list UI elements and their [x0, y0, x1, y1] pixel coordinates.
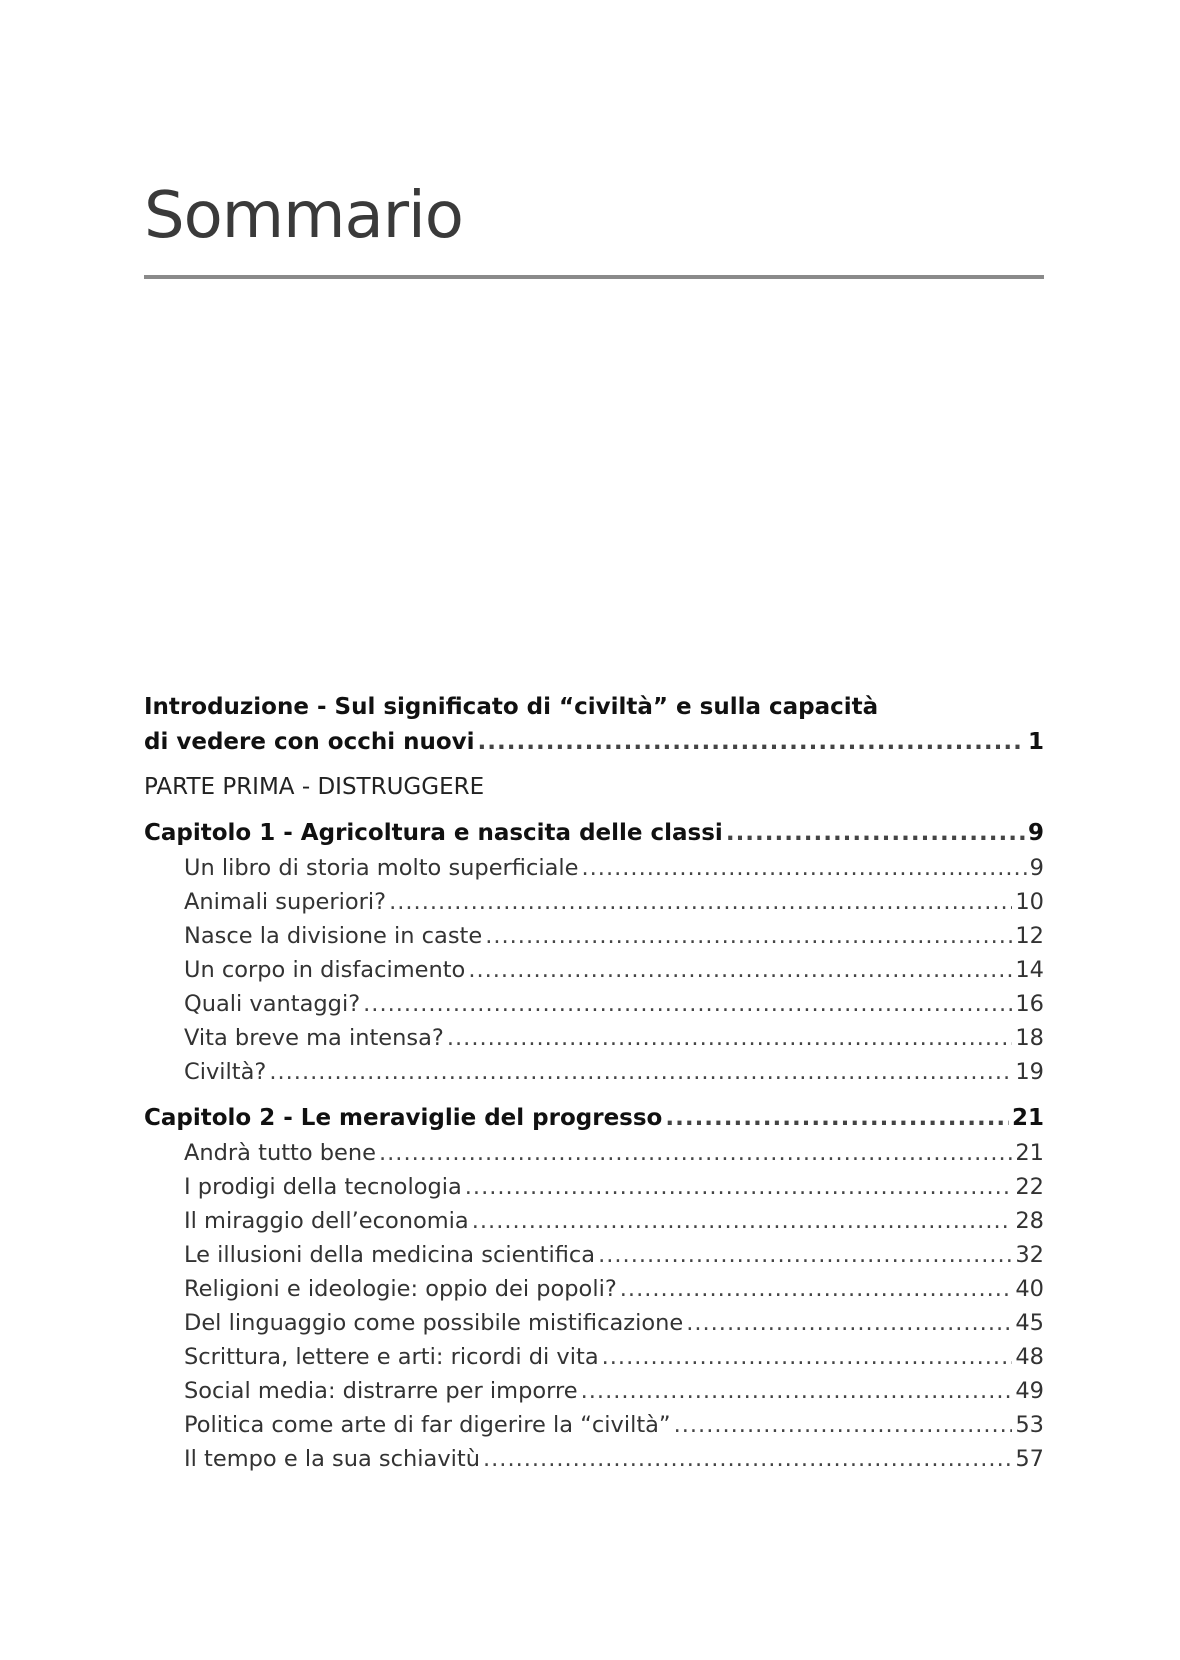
intro-title-line1[interactable]: Introduzione - Sul significato di “civiltà” e sulla capacità — [144, 694, 879, 720]
page-title: Sommario — [144, 179, 463, 253]
section-title: Nasce la divisione in caste — [184, 923, 483, 949]
section-entry[interactable] — [184, 919, 1044, 953]
dot-leader — [665, 1101, 1009, 1135]
dot-leader — [582, 851, 1027, 885]
page-number: 45 — [1015, 1310, 1044, 1336]
dot-leader — [686, 1306, 1012, 1340]
section-entry[interactable] — [184, 1204, 1044, 1238]
section-entry[interactable] — [184, 1238, 1044, 1272]
section-entry[interactable] — [184, 885, 1044, 919]
section-title: Il miraggio dell’economia — [184, 1208, 469, 1234]
intro-entry[interactable] — [144, 725, 1044, 759]
section-title: Religioni e ideologie: oppio dei popoli? — [184, 1276, 617, 1302]
section-entry[interactable] — [184, 1170, 1044, 1204]
page-number: 57 — [1015, 1446, 1044, 1472]
page-number: 21 — [1011, 1105, 1044, 1131]
dot-leader — [363, 987, 1012, 1021]
section-title: Le illusioni della medicina scientifica — [184, 1242, 596, 1268]
dot-leader — [483, 1442, 1012, 1476]
section-entry[interactable] — [184, 1442, 1044, 1476]
section-title: Quali vantaggi? — [184, 991, 361, 1017]
dot-leader — [269, 1055, 1012, 1089]
chapter-title: Capitolo 1 - Agricoltura e nascita delle classi — [144, 820, 723, 846]
page-number: 32 — [1015, 1242, 1044, 1268]
page-number: 53 — [1015, 1412, 1044, 1438]
page-number: 19 — [1015, 1059, 1044, 1085]
section-title: Scrittura, lettere e arti: ricordi di vita — [184, 1344, 599, 1370]
section-entry[interactable] — [184, 851, 1044, 885]
section-title: Social media: distrarre per imporre — [184, 1378, 578, 1404]
page-number: 48 — [1015, 1344, 1044, 1370]
dot-leader — [468, 953, 1012, 987]
section-entry[interactable] — [184, 1055, 1044, 1089]
section-title: Andrà tutto bene — [184, 1140, 376, 1166]
chapter-entry[interactable] — [144, 1101, 1044, 1135]
dot-leader — [620, 1272, 1013, 1306]
page-number: 22 — [1015, 1174, 1044, 1200]
section-entry[interactable] — [184, 1340, 1044, 1374]
section-title: Un corpo in disfacimento — [184, 957, 466, 983]
chapter-entry[interactable] — [144, 816, 1044, 850]
section-entry[interactable] — [184, 1408, 1044, 1442]
section-entry[interactable] — [184, 987, 1044, 1021]
dot-leader — [447, 1021, 1013, 1055]
dot-leader — [581, 1374, 1013, 1408]
dot-leader — [598, 1238, 1012, 1272]
page-number: 18 — [1015, 1025, 1044, 1051]
dot-leader — [478, 725, 1025, 759]
title-divider — [144, 275, 1044, 279]
section-title: I prodigi della tecnologia — [184, 1174, 462, 1200]
dot-leader — [602, 1340, 1013, 1374]
dot-leader — [389, 885, 1012, 919]
dot-leader — [465, 1170, 1013, 1204]
page-number: 49 — [1015, 1378, 1044, 1404]
section-entry[interactable] — [184, 1306, 1044, 1340]
page-number: 9 — [1027, 820, 1044, 846]
dot-leader — [726, 816, 1025, 850]
dot-leader — [472, 1204, 1013, 1238]
chapter-title: Capitolo 2 - Le meraviglie del progresso — [144, 1105, 663, 1131]
section-title: Politica come arte di far digerire la “civiltà” — [184, 1412, 671, 1438]
page-number: 28 — [1015, 1208, 1044, 1234]
dot-leader — [379, 1136, 1012, 1170]
section-title: Animali superiori? — [184, 889, 387, 915]
page-number: 40 — [1015, 1276, 1044, 1302]
section-title: Del linguaggio come possibile mistificazione — [184, 1310, 684, 1336]
section-title: Civiltà? — [184, 1059, 267, 1085]
section-title: Un libro di storia molto superficiale — [184, 855, 579, 881]
page-number: 12 — [1015, 923, 1044, 949]
dot-leader — [485, 919, 1012, 953]
page-number: 1 — [1027, 729, 1044, 755]
part-heading: PARTE PRIMA - DISTRUGGERE — [144, 774, 485, 800]
dot-leader — [674, 1408, 1013, 1442]
section-entry[interactable] — [184, 953, 1044, 987]
page-number: 21 — [1015, 1140, 1044, 1166]
page-number: 16 — [1015, 991, 1044, 1017]
section-entry[interactable] — [184, 1021, 1044, 1055]
page-number: 9 — [1029, 855, 1044, 881]
section-entry[interactable] — [184, 1136, 1044, 1170]
page-number: 10 — [1015, 889, 1044, 915]
page-number: 14 — [1015, 957, 1044, 983]
section-entry[interactable] — [184, 1272, 1044, 1306]
section-entry[interactable] — [184, 1374, 1044, 1408]
section-title: Vita breve ma intensa? — [184, 1025, 444, 1051]
intro-title-line2: di vedere con occhi nuovi — [144, 729, 475, 755]
section-title: Il tempo e la sua schiavitù — [184, 1446, 480, 1472]
